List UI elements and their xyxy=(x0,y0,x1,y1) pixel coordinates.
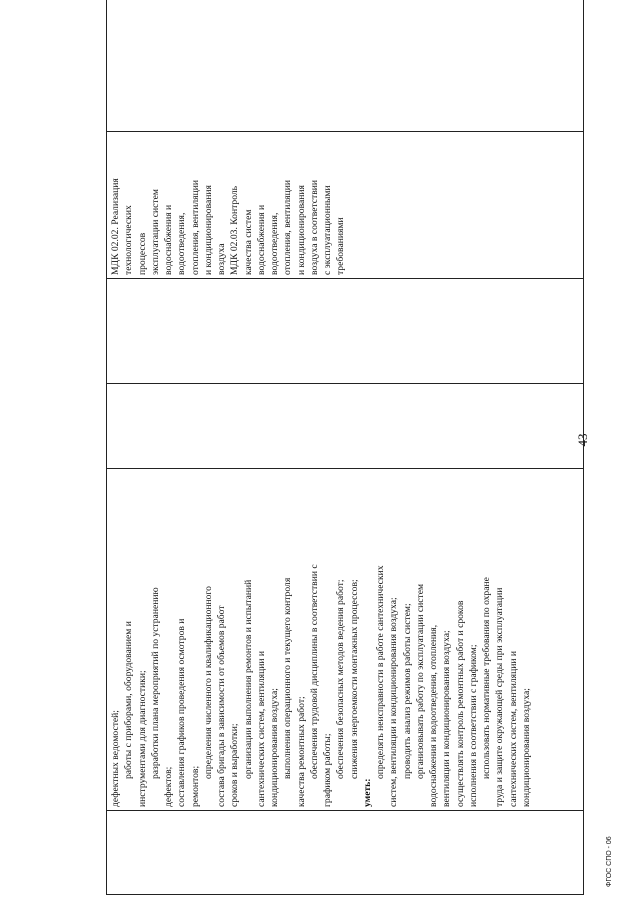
competency-line: инструментами для диагностики; xyxy=(136,670,148,807)
competency-line: сантехнических систем, вентиляции и xyxy=(255,650,267,807)
hours-cell xyxy=(107,384,584,469)
competency-line: дефектов; xyxy=(163,766,174,807)
competency-line: исполнения в соответствии с графиком; xyxy=(467,644,479,807)
competency-line: дефектных ведомостей; xyxy=(110,710,121,807)
mdk-line: водоотведения, xyxy=(176,212,188,275)
empty-cell xyxy=(107,0,584,132)
table-row xyxy=(107,0,584,895)
mdk-line: и кондиционирования xyxy=(295,185,307,275)
competency-line: использовать нормативные требования по охране xyxy=(481,577,492,779)
mdk-line: МДК 02.03. Контроль xyxy=(229,185,241,275)
competency-line: снижения энергоемкости монтажных процессов; xyxy=(348,579,360,779)
mdk-line: водоотведения, xyxy=(269,212,280,275)
competency-cell xyxy=(107,469,584,811)
mdk-line: с эксплуатационными xyxy=(322,185,333,275)
mdk-line: технологических xyxy=(123,205,135,275)
mdk-line: МДК 02.02. Реализация xyxy=(110,178,121,275)
competency-line: проводить анализ режимов работы систем; xyxy=(401,603,413,779)
competency-line: определять неисправности в работе сантехнических xyxy=(375,565,386,779)
mdk-line: процессов xyxy=(136,232,148,275)
mdk-line: и кондиционирования xyxy=(202,185,214,275)
mdk-line: воздуха xyxy=(216,243,227,275)
competency-line: выполнения операционного и текущего контроля xyxy=(282,577,294,779)
mdk-line: эксплуатации систем xyxy=(149,189,161,275)
competency-line: сроков и выработки; xyxy=(229,723,241,807)
competency-line: состава бригады в зависимости от объемов работ xyxy=(216,605,227,807)
mdk-line: отопления, вентиляции xyxy=(282,180,294,275)
competency-line: осуществлять контроль ремонтных работ и сроков xyxy=(454,600,466,807)
competency-line: обеспечения безопасных методов ведения работ; xyxy=(335,579,347,779)
mdk-line: отопления, вентиляции xyxy=(189,180,201,275)
mdk-line: качества систем xyxy=(242,209,254,275)
competency-line: организовывать работу по эксплуатации систем xyxy=(414,583,426,779)
competency-line: качества ремонтных работ; xyxy=(295,696,307,807)
mdk-line: требованиями xyxy=(335,217,347,275)
competency-line: составления графиков проведения осмотров и xyxy=(176,618,188,807)
competency-line: определения численного и квалификационного xyxy=(202,586,214,779)
competency-line: вентиляции и кондиционирования воздуха; xyxy=(441,630,453,807)
competency-line: графиком работы; xyxy=(322,733,333,807)
competency-line: сантехнических систем, вентиляции и xyxy=(507,650,519,807)
mdk-line: водоснабжения и xyxy=(255,204,267,275)
curriculum-table xyxy=(106,0,584,895)
competency-line: обеспечения трудовой дисциплины в соответствии с xyxy=(308,564,320,779)
mdk-line: водоснабжения и xyxy=(163,204,174,275)
competency-line: ремонтов; xyxy=(189,765,201,807)
competency-line: кондиционирования воздуха; xyxy=(520,688,532,807)
mdk-line: воздуха в соответствии xyxy=(308,179,320,275)
index-cell xyxy=(107,811,584,895)
competency-line: организации выполнения ремонтов и испытаний xyxy=(242,579,254,779)
competency-line: водоснабжения и водоотведения, отопления, xyxy=(428,624,439,807)
competency-line: разработки плана мероприятий по устранению xyxy=(149,587,161,779)
mdk-cell xyxy=(107,132,584,279)
competency-line: кондиционирования воздуха; xyxy=(269,688,280,807)
competency-line: работы с приборами, оборудованием и xyxy=(123,621,135,779)
competency-line: труда и защите окружающей среды при эксплуатации xyxy=(494,587,506,807)
page-number: 43 xyxy=(575,433,590,447)
section-heading-umet: уметь: xyxy=(361,778,373,807)
footer-label: ФГОС СПО - 06 xyxy=(606,836,613,887)
hours-cell xyxy=(107,279,584,384)
competency-line: систем, вентиляции и кондиционирования воздуха; xyxy=(388,597,400,807)
